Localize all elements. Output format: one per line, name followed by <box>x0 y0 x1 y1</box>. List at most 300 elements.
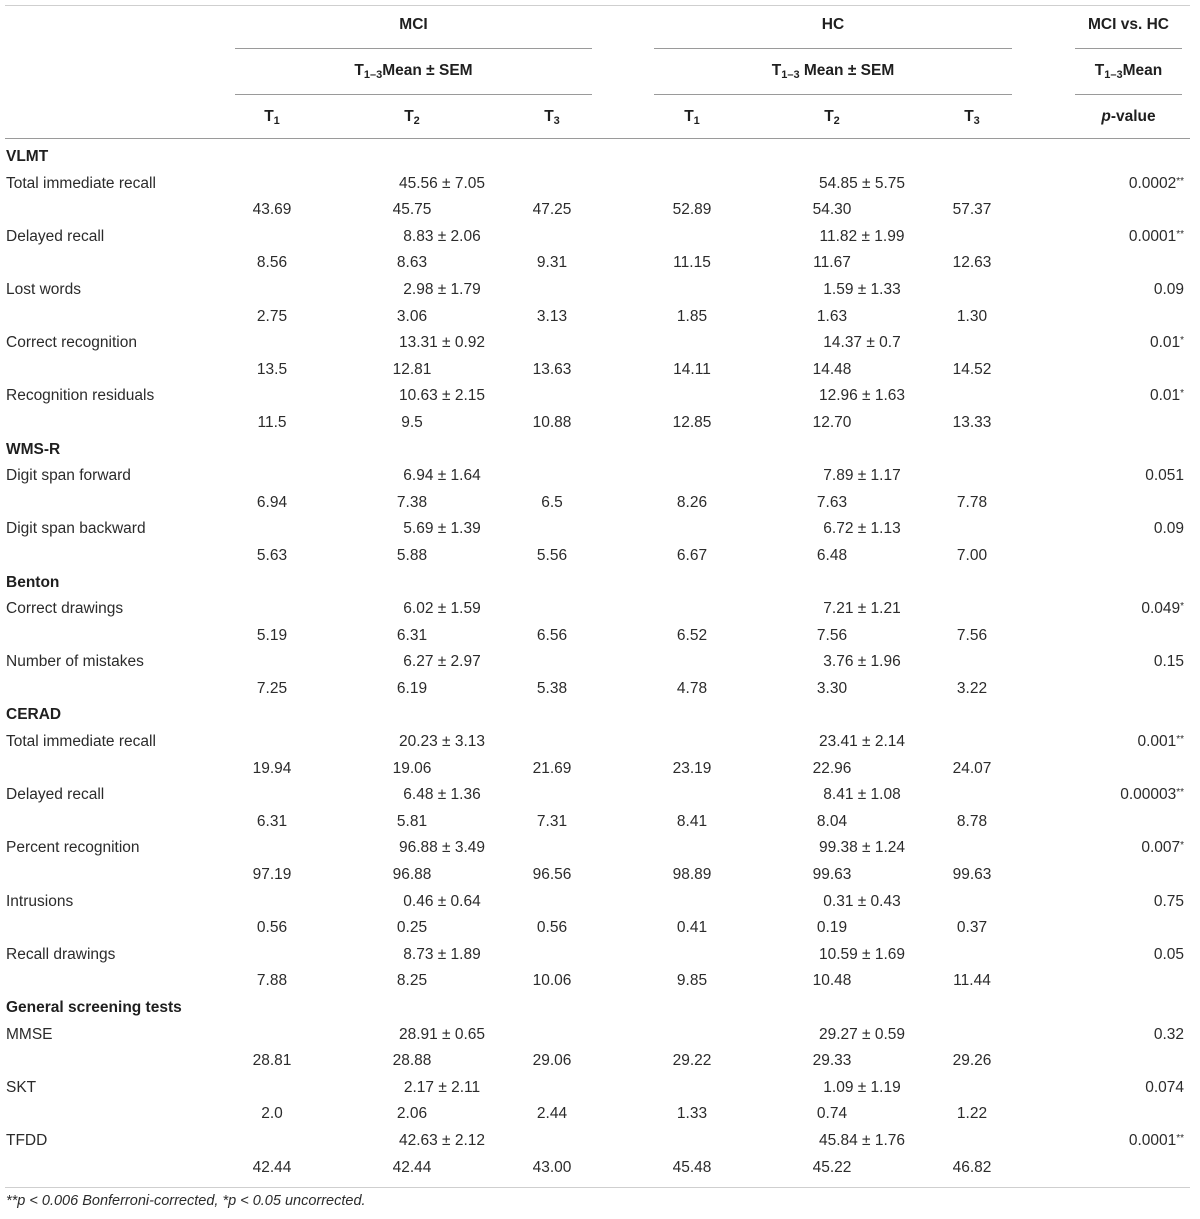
spacer-cell <box>452 862 512 889</box>
hc-mean-sem: 29.27 ± 0.59 <box>818 1025 906 1043</box>
mci-t2-value: 19.06 <box>392 759 432 777</box>
header-hc-t3: $T_3$ <box>964 108 980 127</box>
hc-t1-value: 6.52 <box>676 626 708 644</box>
spacer-cell <box>512 1128 792 1155</box>
p-value: 0.09 <box>1153 520 1185 538</box>
measure-label: Lost words <box>6 280 81 298</box>
table-row-timepoints <box>0 676 1195 703</box>
measure-label: Number of mistakes <box>6 653 144 671</box>
spacer-cell <box>0 490 232 517</box>
mci-t1-value: 13.5 <box>256 360 288 378</box>
spacer-cell <box>312 410 372 437</box>
hc-t2-value: 29.33 <box>812 1052 852 1070</box>
table-bottom-rule <box>5 1187 1190 1188</box>
spacer-cell <box>512 596 792 623</box>
spacer-cell <box>872 304 932 331</box>
header-mci-stat: $T_{1-3}Mean$ ± SEM <box>354 62 473 81</box>
hc-t2-value: 7.63 <box>816 493 848 511</box>
hc-mean-sem: 3.76 ± 1.96 <box>823 653 901 671</box>
table-row-timepoints <box>0 623 1195 650</box>
hc-mean-sem: 0.31 ± 0.43 <box>823 892 901 910</box>
spacer-cell <box>312 623 372 650</box>
significance-mark: ** <box>1176 228 1185 240</box>
spacer-cell <box>592 1101 652 1128</box>
hc-t3-value: 12.63 <box>952 254 992 272</box>
spacer-cell <box>932 330 1012 357</box>
hc-t3-value: 14.52 <box>952 360 992 378</box>
spacer-cell <box>232 942 372 969</box>
mci-t1-value: 97.19 <box>252 866 292 884</box>
spacer-cell <box>232 889 372 916</box>
hc-t3-value: 11.44 <box>953 972 991 990</box>
spacer-cell <box>232 224 372 251</box>
spacer-cell <box>592 1048 652 1075</box>
mci-mean-sem: 96.88 ± 3.49 <box>398 839 486 857</box>
mci-t2-value: 3.06 <box>396 307 428 325</box>
measure-label: Total immediate recall <box>6 733 156 751</box>
hc-t2-value: 14.48 <box>812 360 852 378</box>
mci-t1-value: 28.81 <box>252 1052 292 1070</box>
spacer-cell <box>732 1101 792 1128</box>
spacer-cell <box>732 915 792 942</box>
table-row-timepoints <box>0 250 1195 277</box>
spacer-cell <box>732 676 792 703</box>
mci-t1-value: 8.56 <box>256 254 288 272</box>
hc-t1-value: 98.89 <box>672 866 712 884</box>
spacer-cell <box>512 889 792 916</box>
hc-t2-value: 12.70 <box>812 413 852 431</box>
spacer-cell <box>0 676 232 703</box>
table-row-mean <box>0 649 1195 676</box>
spacer-cell <box>932 1075 1012 1102</box>
spacer-cell <box>0 968 232 995</box>
significance-mark: * <box>1180 335 1185 347</box>
spacer-cell <box>592 197 652 224</box>
hc-mean-sem: 23.41 ± 2.14 <box>818 733 906 751</box>
spacer-cell <box>932 1022 1012 1049</box>
table-row-mean <box>0 835 1195 862</box>
p-value-cell <box>1012 330 1195 357</box>
hc-mean-sem: 1.09 ± 1.19 <box>823 1078 901 1096</box>
mci-t2-value: 96.88 <box>392 866 432 884</box>
header-mci-t3: $T_3$ <box>544 108 560 127</box>
spacer-cell <box>872 197 932 224</box>
header-rule-mci <box>235 48 592 49</box>
significance-mark: ** <box>1176 1132 1185 1144</box>
spacer-cell <box>0 756 232 783</box>
mci-mean-sem: 6.27 ± 2.97 <box>403 653 481 671</box>
hc-t3-value: 1.30 <box>956 307 988 325</box>
hc-t1-value: 1.33 <box>676 1105 708 1123</box>
hc-t1-value: 9.85 <box>676 972 708 990</box>
section-title: CERAD <box>6 706 62 724</box>
spacer-cell <box>1012 756 1195 783</box>
spacer-cell <box>312 676 372 703</box>
spacer-cell <box>512 330 792 357</box>
table-row-timepoints <box>0 1101 1195 1128</box>
spacer-cell <box>0 357 232 384</box>
mci-t1-value: 7.25 <box>256 679 288 697</box>
mci-t3-value: 7.31 <box>536 812 568 830</box>
table-row-timepoints <box>0 410 1195 437</box>
hc-t1-value: 0.41 <box>676 919 708 937</box>
table-row-mean <box>0 1075 1195 1102</box>
mci-mean-sem: 8.83 ± 2.06 <box>403 227 481 245</box>
measure-label: Digit span forward <box>6 467 131 485</box>
hc-mean-sem: 8.41 ± 1.08 <box>823 786 901 804</box>
header-comparison: MCI vs. HC <box>1088 16 1169 33</box>
table-row-timepoints <box>0 756 1195 783</box>
mci-mean-sem: 2.98 ± 1.79 <box>403 280 481 298</box>
spacer-cell <box>872 968 932 995</box>
measure-label: Correct drawings <box>6 600 124 618</box>
p-value: 0.0001 <box>1128 1131 1177 1149</box>
spacer-cell <box>932 463 1012 490</box>
spacer-cell <box>872 1155 932 1182</box>
spacer-cell <box>512 383 792 410</box>
mci-t3-value: 29.06 <box>532 1052 572 1070</box>
spacer-cell <box>0 915 232 942</box>
table-row-mean <box>0 383 1195 410</box>
measure-label: Delayed recall <box>6 227 105 245</box>
hc-mean-sem: 99.38 ± 1.24 <box>818 839 906 857</box>
spacer-cell <box>1012 862 1195 889</box>
spacer-cell <box>872 756 932 783</box>
spacer-cell <box>452 197 512 224</box>
hc-t3-value: 7.56 <box>956 626 988 644</box>
mci-t2-value: 9.5 <box>401 413 423 431</box>
spacer-cell <box>932 596 1012 623</box>
significance-mark: ** <box>1176 787 1185 799</box>
spacer-cell <box>732 543 792 570</box>
spacer-cell <box>312 1155 372 1182</box>
spacer-cell <box>592 623 652 650</box>
hc-t3-value: 0.37 <box>956 919 988 937</box>
spacer-cell <box>0 250 232 277</box>
spacer-cell <box>0 862 232 889</box>
mci-t1-value: 5.63 <box>256 546 288 564</box>
spacer-cell <box>932 224 1012 251</box>
mci-t1-value: 5.19 <box>256 626 288 644</box>
spacer-cell <box>1012 410 1195 437</box>
spacer-cell <box>452 1155 512 1182</box>
hc-t2-value: 0.19 <box>816 919 848 937</box>
hc-t2-value: 6.48 <box>816 546 848 564</box>
spacer-cell <box>872 862 932 889</box>
spacer-cell <box>1012 915 1195 942</box>
mci-mean-sem: 10.63 ± 2.15 <box>398 387 486 405</box>
spacer-cell <box>512 729 792 756</box>
spacer-cell <box>872 1101 932 1128</box>
spacer-cell <box>592 304 652 331</box>
section-title: Benton <box>6 573 60 591</box>
spacer-cell <box>932 835 1012 862</box>
measure-label: Recall drawings <box>6 945 116 963</box>
hc-t1-value: 1.85 <box>676 307 708 325</box>
table-row-timepoints <box>0 1155 1195 1182</box>
spacer-cell <box>232 596 372 623</box>
spacer-cell <box>232 277 372 304</box>
spacer-cell <box>452 410 512 437</box>
section-title: General screening tests <box>6 999 182 1016</box>
spacer-cell <box>512 463 792 490</box>
mci-t2-value: 5.81 <box>396 812 428 830</box>
spacer-cell <box>592 968 652 995</box>
hc-t1-value: 14.11 <box>673 360 711 378</box>
spacer-cell <box>312 915 372 942</box>
spacer-cell <box>0 197 232 224</box>
spacer-cell <box>512 516 792 543</box>
p-value: 0.09 <box>1153 280 1185 298</box>
spacer-cell <box>312 357 372 384</box>
spacer-cell <box>0 1155 232 1182</box>
table-row-mean <box>0 782 1195 809</box>
spacer-cell <box>452 756 512 783</box>
p-value-cell <box>1012 942 1195 969</box>
p-value: 0.0001 <box>1128 227 1177 245</box>
p-value: 0.051 <box>1145 467 1185 485</box>
section-row <box>0 144 1195 171</box>
spacer-cell <box>452 490 512 517</box>
table-row-timepoints <box>0 543 1195 570</box>
spacer-cell <box>0 809 232 836</box>
spacer-cell <box>932 516 1012 543</box>
spacer-cell <box>452 1048 512 1075</box>
mci-t1-value: 6.94 <box>256 493 288 511</box>
mci-mean-sem: 20.23 ± 3.13 <box>398 733 486 751</box>
mci-t3-value: 6.56 <box>536 626 568 644</box>
header-hc-t1: $T_1$ <box>684 108 700 127</box>
spacer-cell <box>872 543 932 570</box>
hc-t1-value: 23.19 <box>672 759 712 777</box>
mci-t1-value: 0.56 <box>256 919 288 937</box>
spacer-cell <box>512 782 792 809</box>
header-rule-hc <box>654 48 1012 49</box>
spacer-cell <box>512 942 792 969</box>
mci-t1-value: 2.75 <box>256 307 288 325</box>
spacer-cell <box>732 410 792 437</box>
hc-t3-value: 13.33 <box>952 413 992 431</box>
significance-mark: ** <box>1176 175 1185 187</box>
section-row <box>0 995 1195 1022</box>
table-row-mean <box>0 224 1195 251</box>
hc-t3-value: 99.63 <box>952 866 992 884</box>
spacer-cell <box>1012 543 1195 570</box>
spacer-cell <box>452 676 512 703</box>
mci-t1-value: 19.94 <box>252 759 292 777</box>
hc-t2-value: 11.67 <box>813 254 851 272</box>
spacer-cell <box>932 649 1012 676</box>
spacer-cell <box>732 968 792 995</box>
spacer-cell <box>232 383 372 410</box>
mci-t1-value: 43.69 <box>252 201 292 219</box>
p-value: 0.049 <box>1141 600 1181 618</box>
spacer-cell <box>872 490 932 517</box>
spacer-cell <box>732 250 792 277</box>
p-value-cell <box>1012 782 1195 809</box>
hc-t2-value: 8.04 <box>816 812 848 830</box>
spacer-cell <box>592 250 652 277</box>
hc-t3-value: 7.78 <box>956 493 988 511</box>
spacer-cell <box>0 623 232 650</box>
mci-t2-value: 8.25 <box>396 972 428 990</box>
spacer-cell <box>872 250 932 277</box>
spacer-cell <box>732 756 792 783</box>
spacer-cell <box>872 623 932 650</box>
hc-t1-value: 11.15 <box>673 254 711 272</box>
spacer-cell <box>0 1101 232 1128</box>
spacer-cell <box>232 330 372 357</box>
table-row-mean <box>0 1128 1195 1155</box>
p-value: 0.00003 <box>1120 786 1177 804</box>
mci-t2-value: 12.81 <box>392 360 432 378</box>
spacer-cell <box>732 304 792 331</box>
table-row-mean <box>0 277 1195 304</box>
section-row <box>0 437 1195 464</box>
hc-mean-sem: 54.85 ± 5.75 <box>818 174 906 192</box>
spacer-cell <box>232 516 372 543</box>
hc-mean-sem: 12.96 ± 1.63 <box>818 387 906 405</box>
significance-mark: * <box>1180 840 1185 852</box>
mci-t3-value: 43.00 <box>532 1158 572 1176</box>
hc-t1-value: 8.41 <box>676 812 708 830</box>
measure-label: Recognition residuals <box>6 387 155 405</box>
hc-t2-value: 0.74 <box>816 1105 848 1123</box>
spacer-cell <box>732 490 792 517</box>
spacer-cell <box>1012 1101 1195 1128</box>
mci-t3-value: 10.06 <box>532 972 572 990</box>
spacer-cell <box>452 357 512 384</box>
hc-t2-value: 54.30 <box>812 201 852 219</box>
spacer-cell <box>512 1022 792 1049</box>
spacer-cell <box>932 1128 1012 1155</box>
measure-label: Intrusions <box>6 892 74 910</box>
p-value-cell <box>1012 171 1195 198</box>
p-value-cell <box>1012 835 1195 862</box>
mci-t2-value: 28.88 <box>392 1052 432 1070</box>
hc-t2-value: 3.30 <box>816 679 848 697</box>
spacer-cell <box>732 1048 792 1075</box>
section-row <box>0 702 1195 729</box>
hc-mean-sem: 10.59 ± 1.69 <box>818 945 906 963</box>
mci-t1-value: 6.31 <box>256 812 288 830</box>
spacer-cell <box>592 862 652 889</box>
results-table-body <box>0 144 1195 1181</box>
table-top-rule <box>5 5 1190 6</box>
hc-t3-value: 24.07 <box>952 759 992 777</box>
header-p-value: p-value <box>1101 108 1156 125</box>
spacer-cell <box>932 942 1012 969</box>
mci-t2-value: 0.25 <box>396 919 428 937</box>
table-row-mean <box>0 942 1195 969</box>
hc-t2-value: 45.22 <box>812 1158 852 1176</box>
mci-t1-value: 42.44 <box>252 1158 292 1176</box>
mci-t2-value: 6.31 <box>396 626 428 644</box>
spacer-cell <box>872 809 932 836</box>
spacer-cell <box>232 171 372 198</box>
p-value-cell <box>1012 649 1195 676</box>
mci-t3-value: 6.5 <box>541 493 563 511</box>
spacer-cell <box>1012 197 1195 224</box>
header-rule-comparison <box>1075 48 1182 49</box>
mci-t3-value: 0.56 <box>536 919 568 937</box>
spacer-cell <box>732 197 792 224</box>
p-value-cell <box>1012 1075 1195 1102</box>
measure-label: Digit span backward <box>6 520 146 538</box>
header-mci: MCI <box>399 16 428 33</box>
hc-mean-sem: 45.84 ± 1.76 <box>818 1131 906 1149</box>
hc-mean-sem: 6.72 ± 1.13 <box>823 520 901 538</box>
p-value: 0.0002 <box>1128 174 1177 192</box>
spacer-cell <box>732 862 792 889</box>
table-row-mean <box>0 1022 1195 1049</box>
spacer-cell <box>512 171 792 198</box>
spacer-cell <box>592 676 652 703</box>
mci-t2-value: 2.06 <box>396 1105 428 1123</box>
p-value: 0.05 <box>1153 945 1185 963</box>
table-row-mean <box>0 516 1195 543</box>
measure-label: Correct recognition <box>6 334 137 352</box>
mci-t2-value: 42.44 <box>392 1158 432 1176</box>
spacer-cell <box>0 410 232 437</box>
p-value-cell <box>1012 277 1195 304</box>
spacer-cell <box>312 304 372 331</box>
p-value: 0.01 <box>1149 387 1181 405</box>
hc-t2-value: 10.48 <box>812 972 852 990</box>
spacer-cell <box>512 835 792 862</box>
spacer-cell <box>592 756 652 783</box>
p-value-cell <box>1012 596 1195 623</box>
mci-t2-value: 45.75 <box>392 201 432 219</box>
measure-label: MMSE <box>6 1025 53 1043</box>
spacer-cell <box>592 543 652 570</box>
hc-mean-sem: 1.59 ± 1.33 <box>823 280 901 298</box>
spacer-cell <box>512 277 792 304</box>
spacer-cell <box>312 968 372 995</box>
hc-mean-sem: 7.21 ± 1.21 <box>823 600 901 618</box>
section-row <box>0 570 1195 597</box>
spacer-cell <box>232 1075 372 1102</box>
header-hc-t2: $T_2$ <box>824 108 840 127</box>
spacer-cell <box>732 1155 792 1182</box>
p-value-cell <box>1012 383 1195 410</box>
measure-label: Delayed recall <box>6 786 105 804</box>
hc-mean-sem: 14.37 ± 0.7 <box>823 334 901 352</box>
table-row-mean <box>0 596 1195 623</box>
table-row-timepoints <box>0 197 1195 224</box>
mci-mean-sem: 5.69 ± 1.39 <box>403 520 481 538</box>
p-value-cell <box>1012 1128 1195 1155</box>
spacer-cell <box>452 250 512 277</box>
spacer-cell <box>0 543 232 570</box>
spacer-cell <box>932 171 1012 198</box>
mci-t1-value: 2.0 <box>261 1105 283 1123</box>
spacer-cell <box>312 862 372 889</box>
spacer-cell <box>872 357 932 384</box>
significance-mark: * <box>1180 601 1185 613</box>
spacer-cell <box>452 915 512 942</box>
spacer-cell <box>452 623 512 650</box>
mci-t1-value: 11.5 <box>257 413 287 431</box>
section-title: VLMT <box>6 148 49 165</box>
measure-label: SKT <box>6 1078 37 1096</box>
p-value: 0.32 <box>1153 1025 1185 1043</box>
p-value-cell <box>1012 729 1195 756</box>
measure-label: Percent recognition <box>6 839 140 857</box>
spacer-cell <box>312 250 372 277</box>
hc-t2-value: 7.56 <box>816 626 848 644</box>
hc-t2-value: 99.63 <box>812 866 852 884</box>
